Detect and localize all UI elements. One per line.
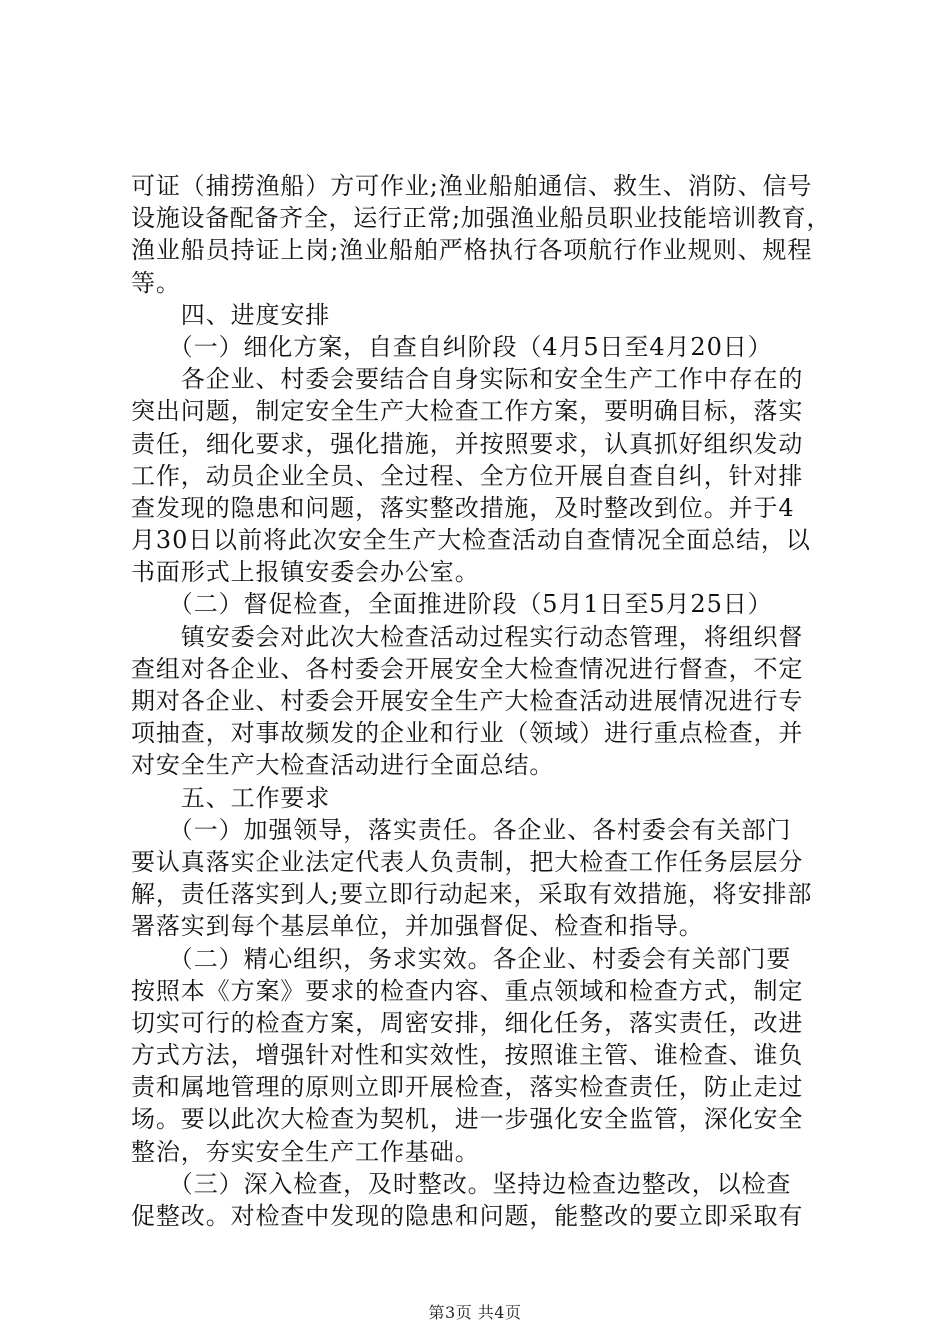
page-footer: 第3页 共4页 bbox=[428, 1303, 522, 1322]
text-line: 查组对各企业、各村委会开展安全大检查情况进行督查，不定 bbox=[131, 654, 804, 683]
text-line: 四、进度安排 bbox=[131, 300, 331, 329]
text-line: 书面形式上报镇安委会办公室。 bbox=[131, 558, 480, 587]
text-line: 工作，动员企业全员、全过程、全方位开展自查自纠，针对排 bbox=[131, 461, 804, 490]
text-line: 查发现的隐患和问题，落实整改措施，及时整改到位。并于4 bbox=[131, 493, 795, 522]
text-line: 解，责任落实到人;要立即行动起来，采取有效措施，将安排部 bbox=[131, 880, 813, 909]
text-line: 促整改。对检查中发现的隐患和问题，能整改的要立即采取有 bbox=[131, 1202, 804, 1230]
text-line: 各企业、村委会要结合自身实际和安全生产工作中存在的 bbox=[131, 365, 804, 394]
text-line: 场。要以此次大检查为契机，进一步强化安全监管，深化安全 bbox=[131, 1105, 804, 1134]
text-line: （三）深入检查，及时整改。坚持边检查边整改，以检查 bbox=[131, 1169, 792, 1198]
text-line: （一）细化方案，自查自纠阶段（4月5日至4月20日） bbox=[131, 332, 773, 361]
text-line: （二）督促检查，全面推进阶段（5月1日至5月25日） bbox=[131, 590, 773, 619]
text-line: 要认真落实企业法定代表人负责制，把大检查工作任务层层分 bbox=[131, 847, 804, 876]
text-line: 项抽查，对事故频发的企业和行业（领域）进行重点检查，并 bbox=[131, 719, 804, 748]
text-line: 渔业船员持证上岗;渔业船舶严格执行各项航行作业规则、规程 bbox=[131, 236, 813, 265]
text-line: 设施设备配备齐全，运行正常;加强渔业船员职业技能培训教育， bbox=[131, 204, 832, 233]
text-line: 五、工作要求 bbox=[131, 783, 331, 812]
text-line: 镇安委会对此次大检查活动过程实行动态管理，将组织督 bbox=[131, 622, 804, 651]
text-line: 对安全生产大检查活动进行全面总结。 bbox=[131, 751, 555, 780]
text-line: （一）加强领导，落实责任。各企业、各村委会有关部门 bbox=[131, 815, 792, 844]
text-line: 月30日以前将此次安全生产大检查活动自查情况全面总结，以 bbox=[131, 526, 811, 555]
text-line: 责任，细化要求，强化措施，并按照要求，认真抓好组织发动 bbox=[131, 429, 804, 458]
text-line: （二）精心组织，务求实效。各企业、村委会有关部门要 bbox=[131, 944, 792, 973]
document-body bbox=[131, 170, 831, 1232]
text-line: 责和属地管理的原则立即开展检查，落实检查责任，防止走过 bbox=[131, 1073, 804, 1102]
text-line: 等。 bbox=[131, 268, 181, 297]
text-line: 方式方法，增强针对性和实效性，按照谁主管、谁检查、谁负 bbox=[131, 1041, 804, 1070]
text-line: 突出问题，制定安全生产大检查工作方案，要明确目标，落实 bbox=[131, 397, 804, 426]
text-line: 切实可行的检查方案，周密安排，细化任务，落实责任，改进 bbox=[131, 1008, 804, 1037]
text-line: 整治，夯实安全生产工作基础。 bbox=[131, 1137, 480, 1166]
text-line: 署落实到每个基层单位，并加强督促、检查和指导。 bbox=[131, 912, 704, 941]
text-line: 可证（捕捞渔船）方可作业;渔业船舶通信、救生、消防、信号 bbox=[131, 172, 813, 200]
text-line: 期对各企业、村委会开展安全生产大检查活动进展情况进行专 bbox=[131, 687, 804, 715]
text-line: 按照本《方案》要求的检查内容、重点领域和检查方式，制定 bbox=[131, 976, 804, 1005]
